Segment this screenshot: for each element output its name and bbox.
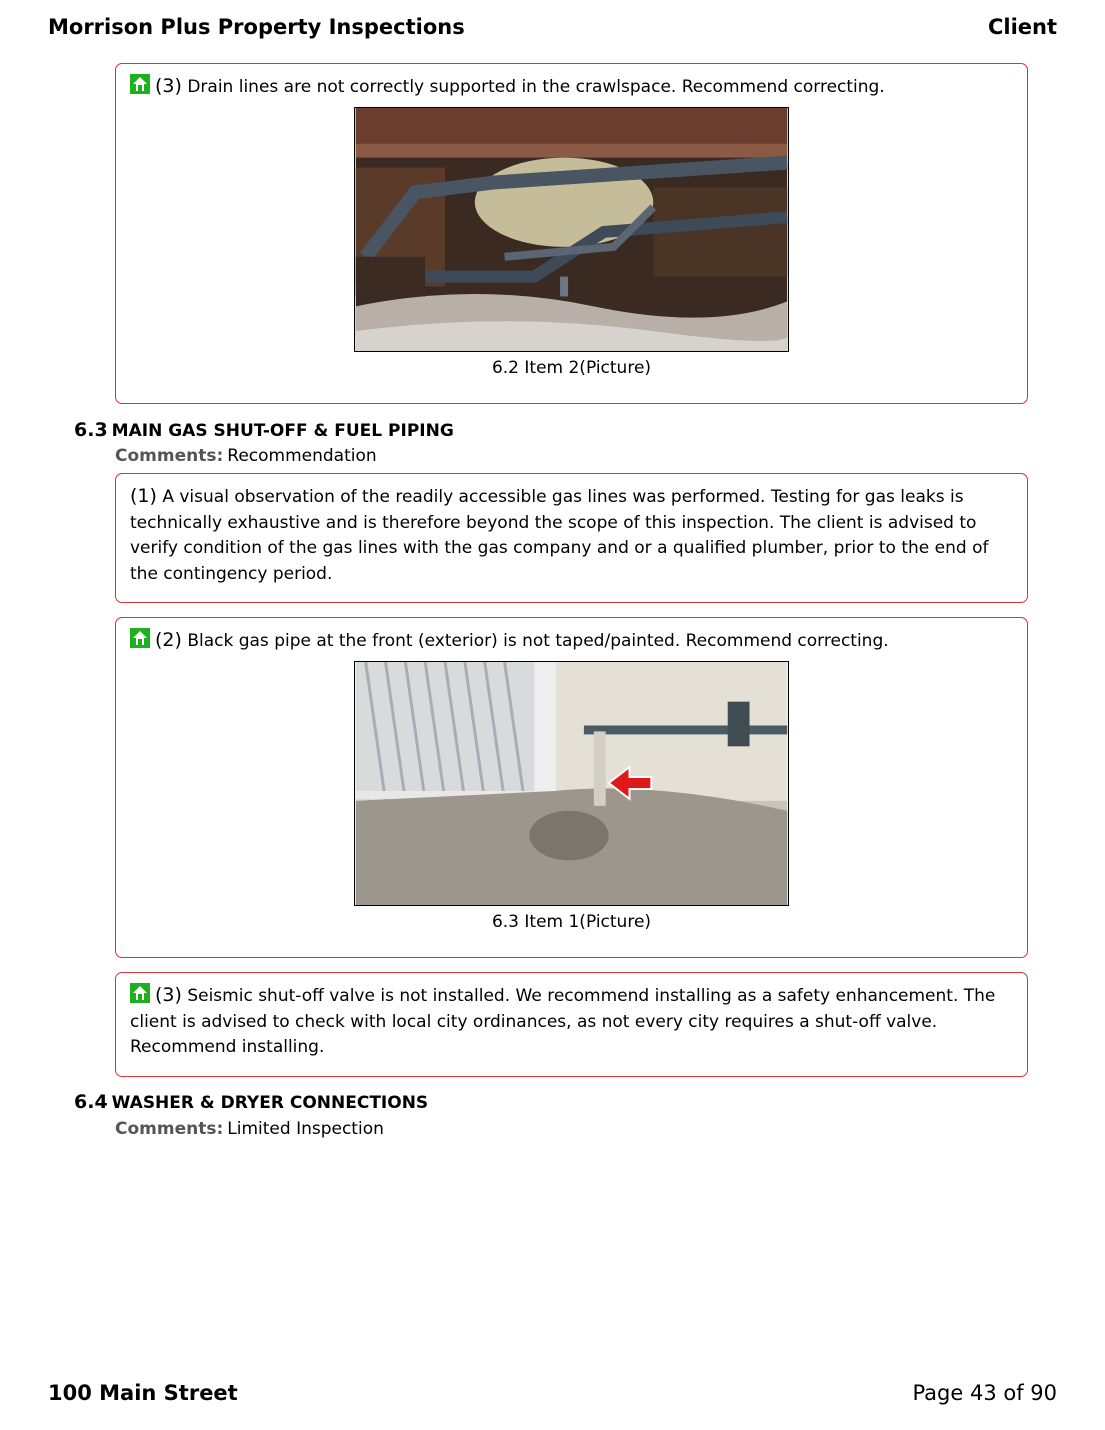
comments-value: Limited Inspection <box>227 1119 384 1139</box>
client-label: Client <box>987 15 1057 39</box>
section-heading: WASHER & DRYER CONNECTIONS <box>111 1093 429 1113</box>
gas-pipe-photo[interactable] <box>354 661 789 906</box>
item-text: Seismic shut-off valve is not installed. We recommend installing as a safety enhancement. The client is advised to check with local city ordinances, as not every city requires a shut-off valve. Recommend installing. <box>130 986 996 1057</box>
item-text: Black gas pipe at the front (exterior) is not taped/painted. Recommend correcting. <box>187 631 889 651</box>
item-number: (2) <box>155 629 182 651</box>
crawlspace-drain-photo[interactable] <box>354 107 789 352</box>
finding-box-gas-visual <box>115 473 1028 603</box>
item-number: (3) <box>155 984 182 1006</box>
comments-value: Recommendation <box>227 446 377 466</box>
photo-caption: 6.2 Item 2(Picture) <box>491 357 652 378</box>
green-house-icon <box>130 74 150 94</box>
item-text: Drain lines are not correctly supported in the crawlspace. Recommend correcting. <box>187 77 885 97</box>
company-name: Morrison Plus Property Inspections <box>48 15 465 39</box>
item-number: (3) <box>155 75 182 97</box>
section-heading: MAIN GAS SHUT-OFF & FUEL PIPING <box>111 421 454 441</box>
finding-box-gas-pipe <box>115 617 1028 958</box>
green-house-icon <box>130 628 150 648</box>
section-comments-6-4 <box>115 1119 384 1139</box>
section-number: 6.3 <box>74 419 108 441</box>
section-title-6-4 <box>74 1091 428 1113</box>
comments-label: Comments: <box>115 446 224 466</box>
photo-caption: 6.3 Item 1(Picture) <box>491 911 652 932</box>
item-number: (1) <box>130 485 157 507</box>
section-number: 6.4 <box>74 1091 108 1113</box>
section-comments-6-3 <box>115 446 377 466</box>
green-house-icon <box>130 983 150 1003</box>
comments-label: Comments: <box>115 1119 224 1139</box>
item-text: A visual observation of the readily accessible gas lines was performed. Testing for gas leaks is technically exhaustive and is therefore beyond the scope of this inspection. The client is advised to verify condition of the gas lines with the gas company and or a qualified plumber, prior to the end of the contingency period. <box>130 487 989 584</box>
section-title-6-3 <box>74 419 454 441</box>
finding-box-drain-lines <box>115 63 1028 404</box>
page-footer <box>48 1378 1057 1408</box>
property-address: 100 Main Street <box>48 1381 238 1405</box>
page-number: Page 43 of 90 <box>912 1381 1057 1405</box>
page-header <box>48 12 1057 42</box>
finding-box-seismic-valve <box>115 972 1028 1077</box>
